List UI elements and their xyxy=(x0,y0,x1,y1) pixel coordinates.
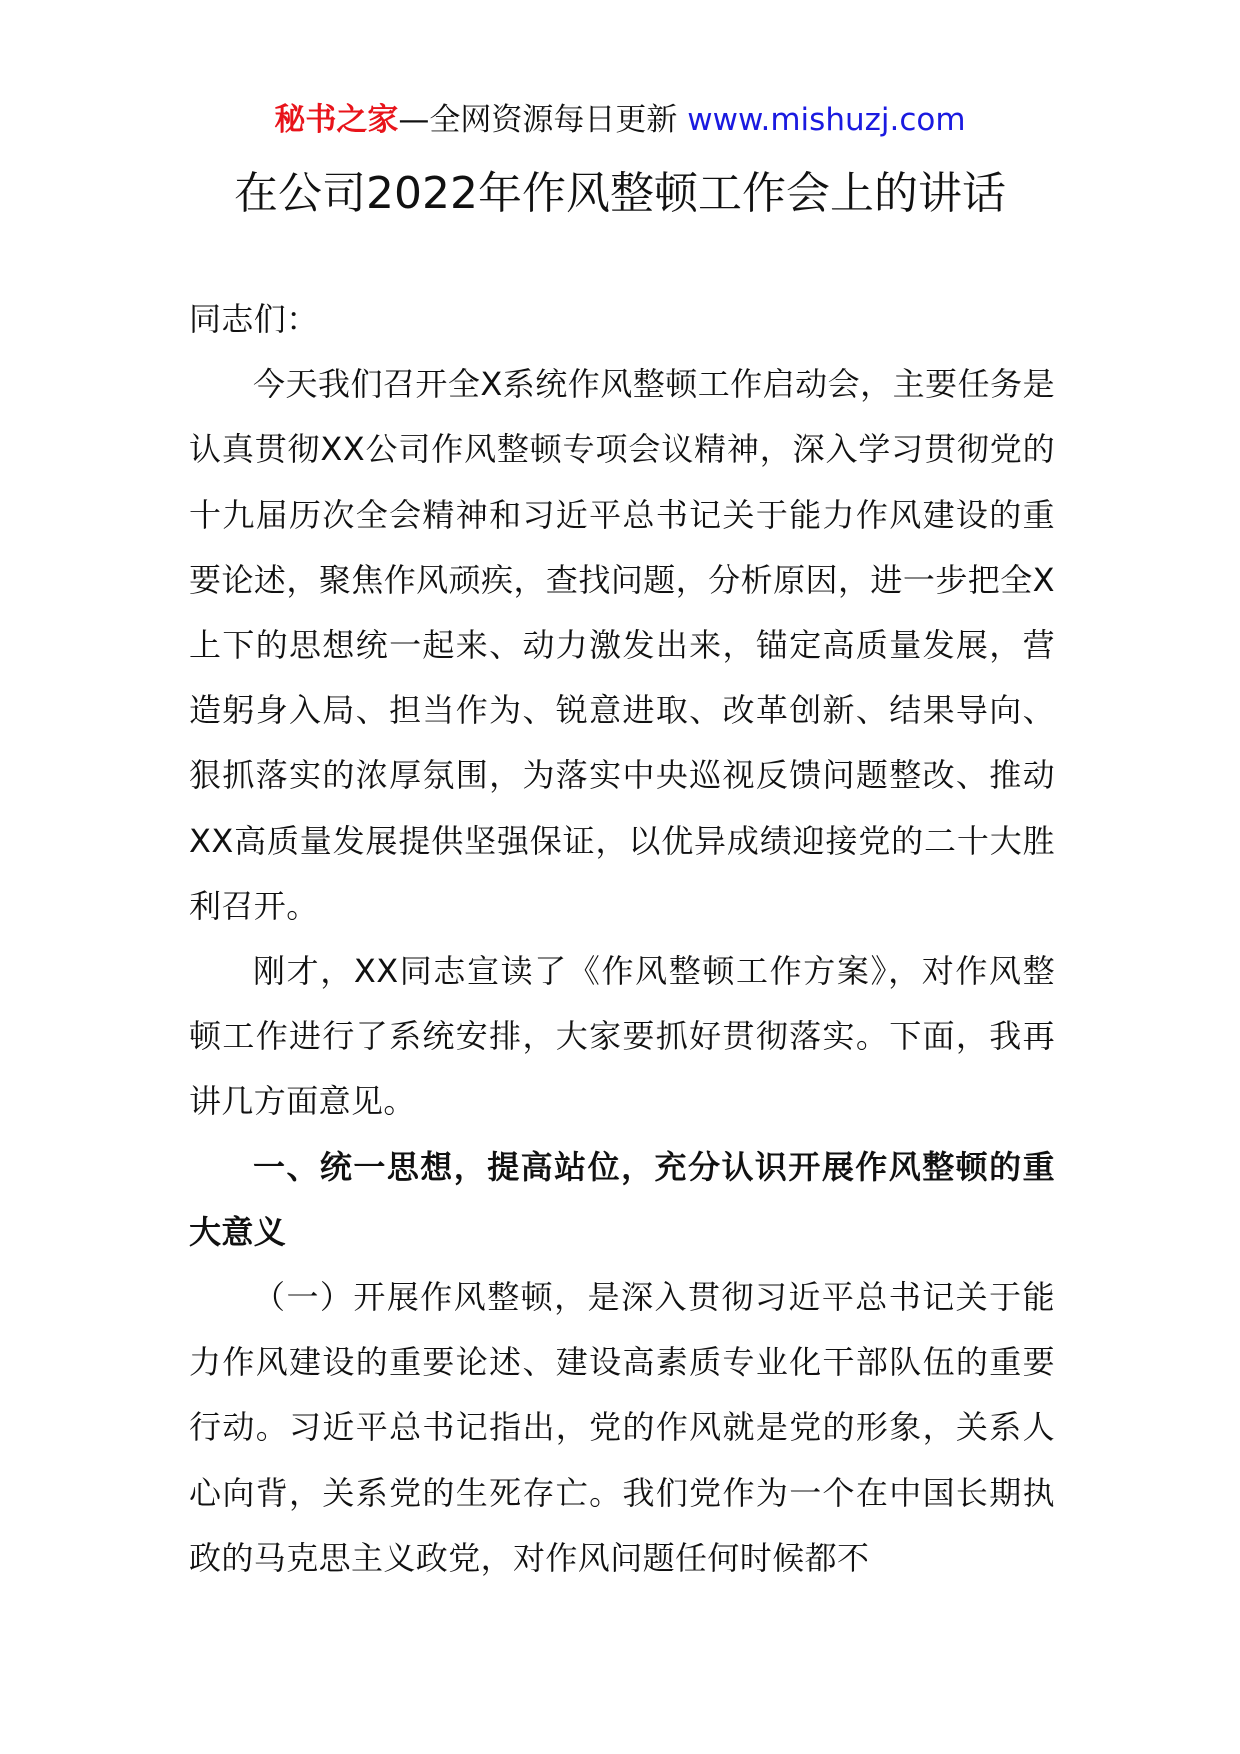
body-paragraph: 刚才，XX同志宣读了《作风整顿工作方案》，对作风整顿工作进行了系统安排，大家要抓好贯彻落实。下面，我再讲几方面意见。 xyxy=(189,952,1055,1121)
document-title: 在公司2022年作风整顿工作会上的讲话 xyxy=(234,168,1006,219)
section-heading: 一、统一思想，提高站位，充分认识开展作风整顿的重大意义 xyxy=(189,1147,1055,1251)
site-header xyxy=(0,100,1240,140)
subsection-paragraph: （一）开展作风整顿，是深入贯彻习近平总书记关于能力作风建设的重要论述、建设高素质专业化干部队伍的重要行动。习近平总书记指出，党的作风就是党的形象，关系人心向背，关系党的生死存亡。我们党作为一个在中国长期执政的马克思主义政党，对作风问题任何时候都不 xyxy=(189,1278,1055,1577)
salutation: 同志们： xyxy=(189,300,319,338)
body-paragraph: 今天我们召开全X系统作风整顿工作启动会，主要任务是认真贯彻XX公司作风整顿专项会议精神，深入学习贯彻党的十九届历次全会精神和习近平总书记关于能力作风建设的重要论述，聚焦作风顽疾，查找问题，分析原因，进一步把全X上下的思想统一起来、动力激发出来，锚定高质量发展，营造躬身入局、担当作为、锐意进取、改革创新、结果导向、狠抓落实的浓厚氛围，为落实中央巡视反馈问题整改、推动XX高质量发展提供坚强保证，以优异成绩迎接党的二十大胜利召开。 xyxy=(189,365,1055,925)
site-url-link[interactable]: www.mishuzj.com xyxy=(687,102,966,138)
header-tagline: —全网资源每日更新 xyxy=(398,102,688,138)
document-body xyxy=(189,287,1055,1591)
brand-name: 秘书之家 xyxy=(274,102,399,138)
